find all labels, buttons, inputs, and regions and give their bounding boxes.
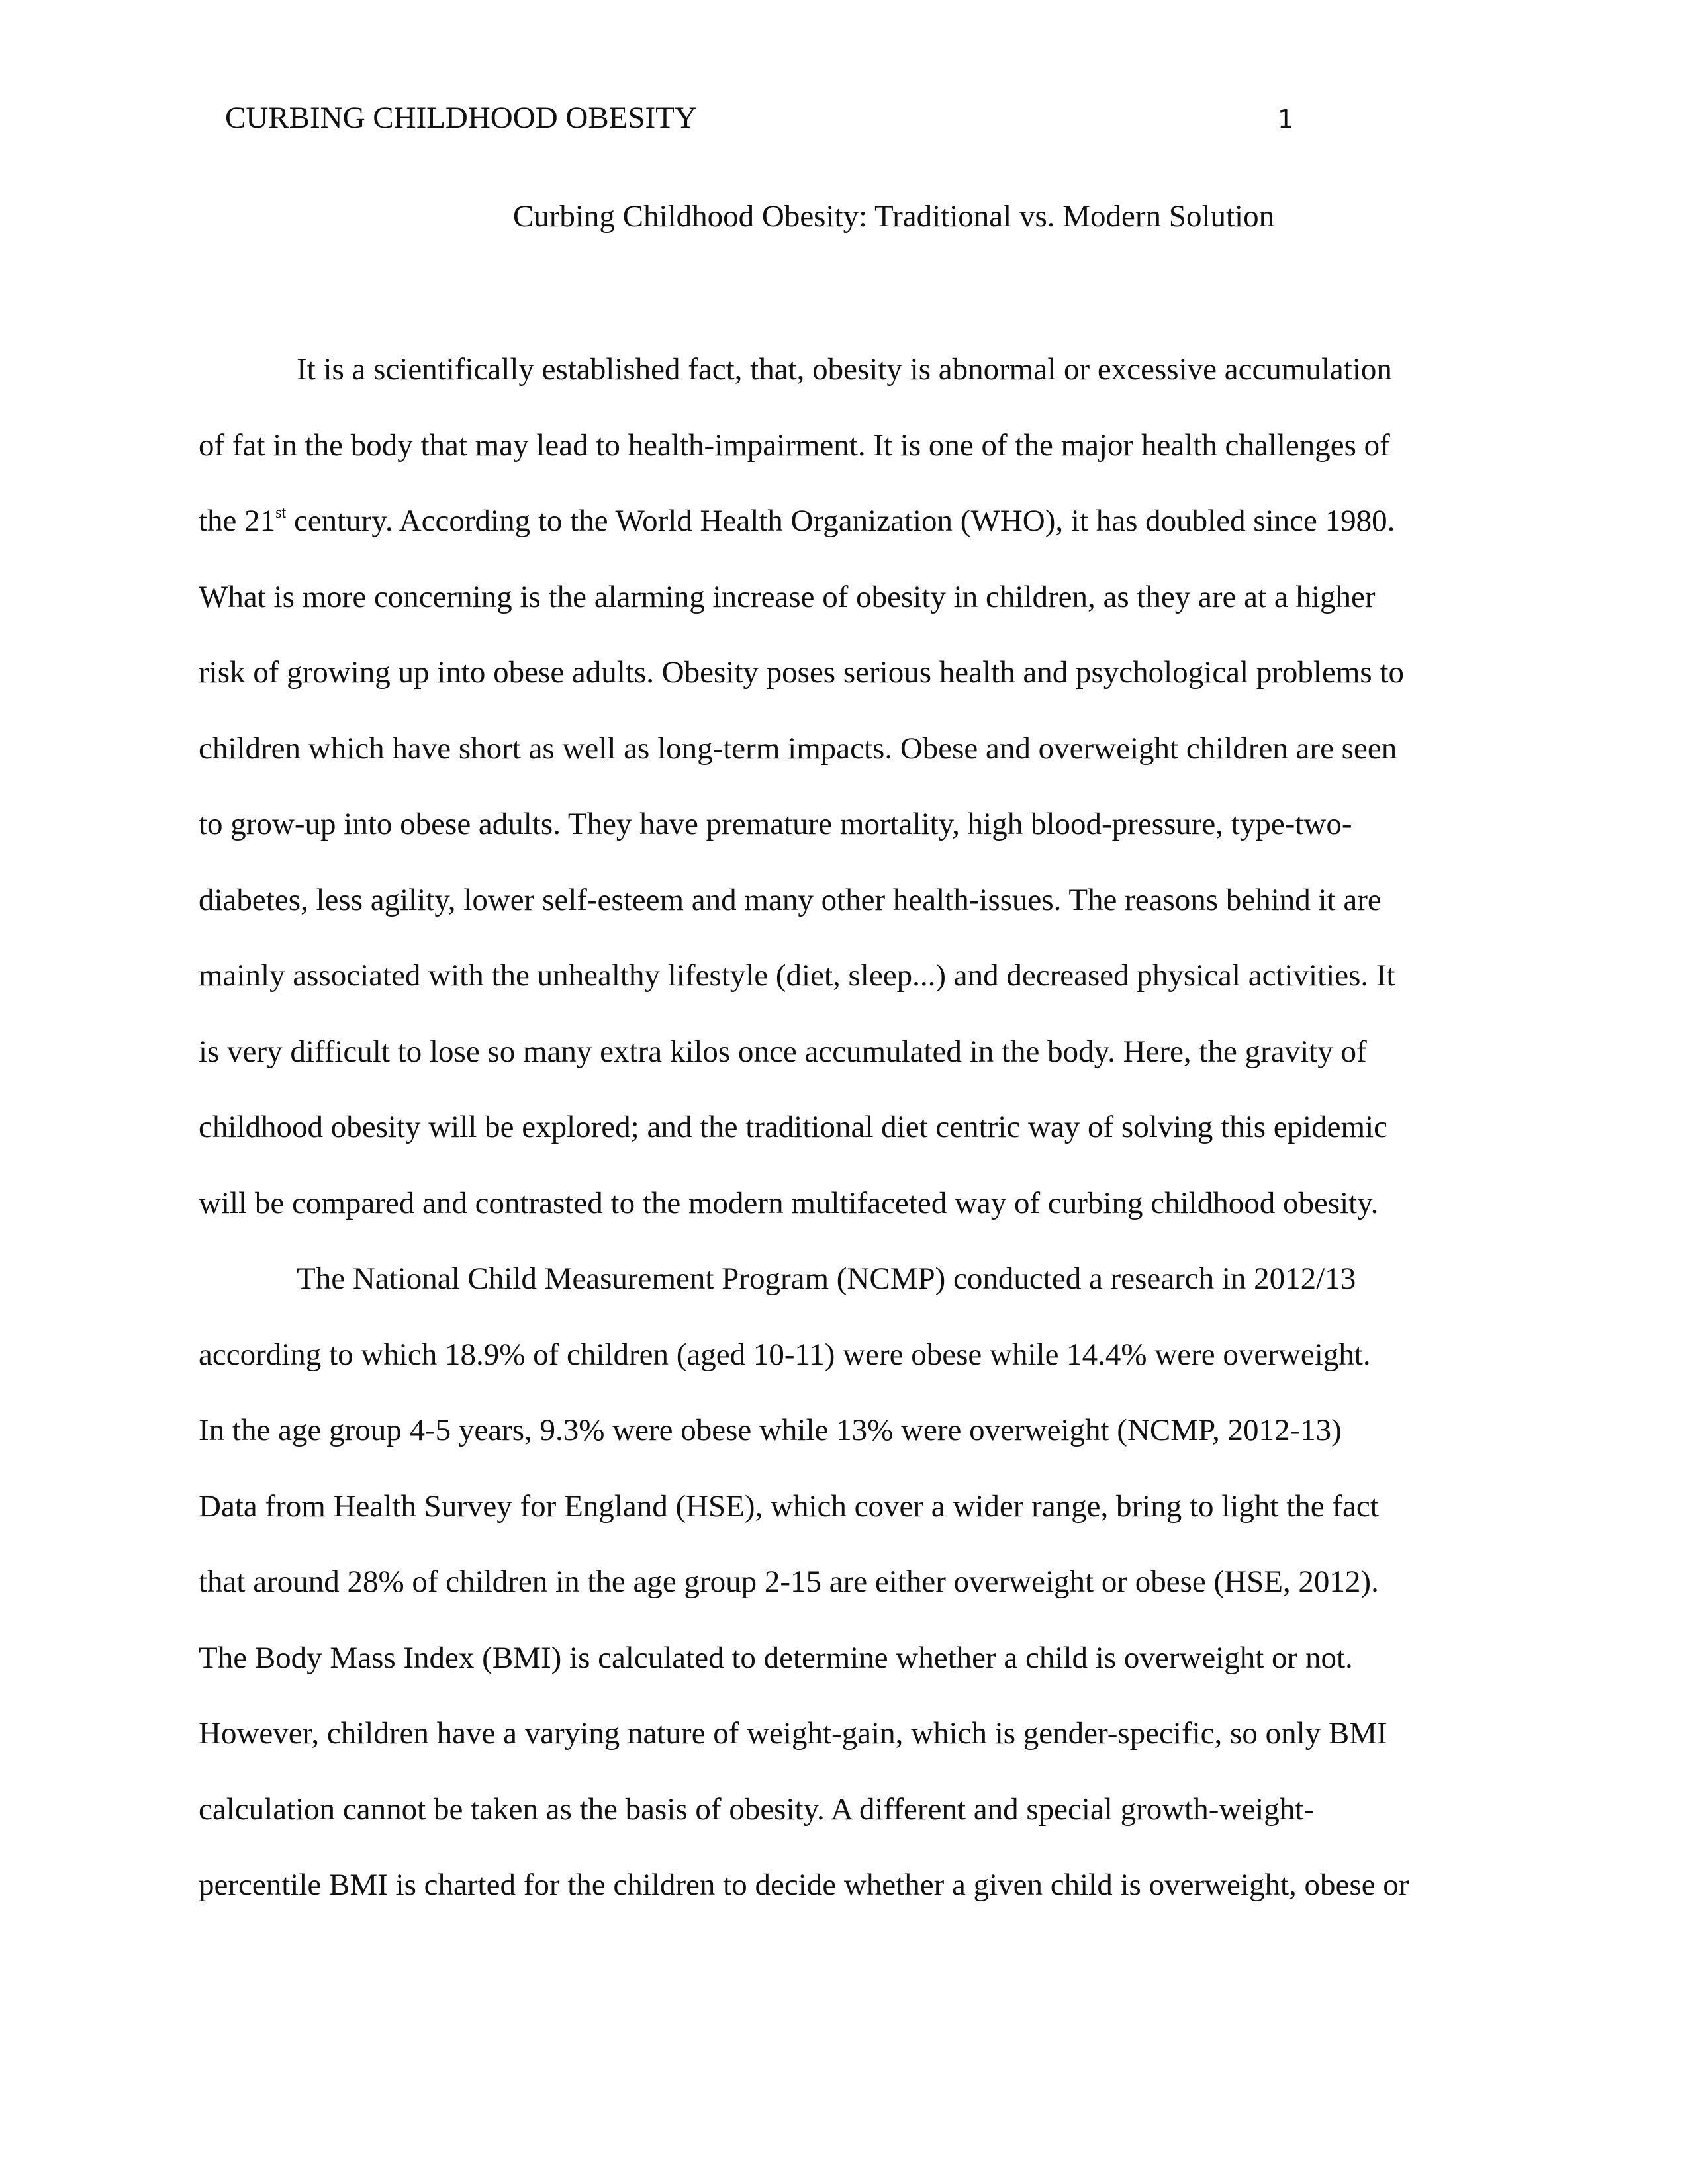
text-line: is very difficult to lose so many extra kilos once accumulated in the body. Here, the gravity of — [199, 1034, 1367, 1069]
text-line: However, children have a varying nature of weight-gain, which is gender-specific, so only BMI — [199, 1716, 1387, 1751]
text-line: according to which 18.9% of children (aged 10-11) were obese while 14.4% were overweight. — [199, 1337, 1371, 1372]
text-line: childhood obesity will be explored; and the traditional diet centric way of solving this epidemic — [199, 1110, 1388, 1144]
paragraph-1 — [199, 349, 1496, 1259]
document-title: Curbing Childhood Obesity: Traditional vs. Modern Solution — [512, 199, 1275, 234]
paragraph-2 — [199, 1259, 1496, 1941]
text-line: of fat in the body that may lead to health-impairment. It is one of the major health challenges of — [199, 428, 1390, 463]
text-line: Data from Health Survey for England (HSE), which cover a wider range, bring to light the fact — [199, 1488, 1379, 1524]
text-line: children which have short as well as long-term impacts. Obese and overweight children are seen — [199, 731, 1397, 766]
text-line: will be compared and contrasted to the modern multifaceted way of curbing childhood obesity. — [199, 1185, 1379, 1220]
text-line: mainly associated with the unhealthy lifestyle (diet, sleep...) and decreased physical activities. It — [199, 958, 1395, 993]
text-line: It is a scientifically established fact, that, obesity is abnormal or excessive accumulation — [297, 352, 1392, 387]
text-line: What is more concerning is the alarming increase of obesity in children, as they are at a higher — [199, 579, 1376, 614]
document-body — [199, 349, 1496, 1941]
superscript: st — [275, 504, 287, 522]
text-line: risk of growing up into obese adults. Obesity poses serious health and psychological problems to — [199, 655, 1404, 690]
text-line: In the age group 4-5 years, 9.3% were obese while 13% were overweight (NCMP, 2012-13) — [199, 1413, 1342, 1447]
text-line: The National Child Measurement Program (NCMP) conducted a research in 2012/13 — [297, 1261, 1356, 1296]
text-line: that around 28% of children in the age group 2-15 are either overweight or obese (HSE, 2012). — [199, 1565, 1379, 1599]
text-line: The Body Mass Index (BMI) is calculated to determine whether a child is overweight or not. — [199, 1640, 1353, 1675]
text-span: the 21 — [199, 504, 276, 538]
text-line: to grow-up into obese adults. They have premature mortality, high blood-pressure, type-two- — [199, 807, 1352, 841]
text-line: percentile BMI is charted for the children to decide whether a given child is overweight, obese or — [199, 1868, 1409, 1902]
text-line: diabetes, less agility, lower self-esteem and many other health-issues. The reasons behind it are — [199, 882, 1382, 917]
text-line: calculation cannot be taken as the basis of obesity. A different and special growth-weight- — [199, 1792, 1314, 1827]
text-line — [199, 501, 1496, 577]
text-span: century. According to the World Health Organization (WHO), it has doubled since 1980. — [286, 504, 1395, 538]
page-number: 1 — [1278, 105, 1294, 134]
running-head: CURBING CHILDHOOD OBESITY — [225, 101, 697, 135]
